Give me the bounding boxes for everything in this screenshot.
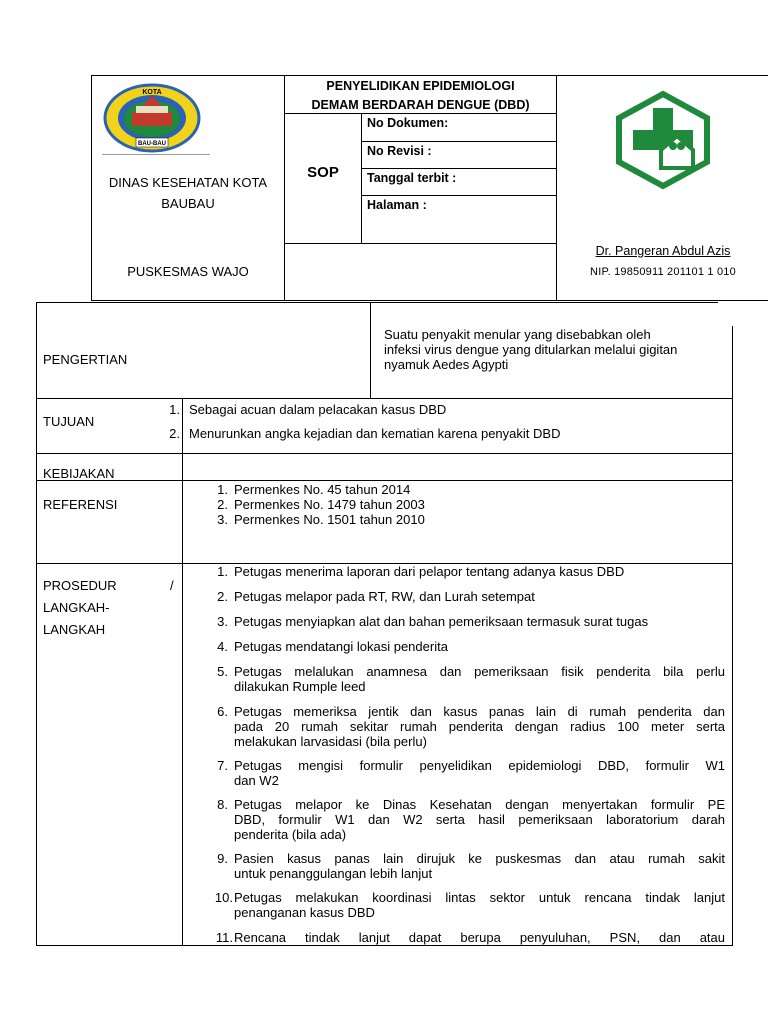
table-bottom-border: [36, 945, 733, 946]
table-right-border: [732, 326, 733, 945]
field-halaman: Halaman :: [362, 196, 557, 244]
prosedur-line: melakukan larvasidasi (bila perlu): [234, 734, 427, 749]
prosedur-line: untuk penanggulangan lebih lanjut: [234, 866, 433, 881]
referensi-number: 3.: [217, 512, 228, 527]
field-tanggal-terbit: Tanggal terbit :: [362, 169, 557, 196]
tujuan-number: 1.: [169, 402, 180, 417]
prosedur-item: [234, 614, 725, 629]
document-title: [285, 76, 556, 114]
prosedur-line: Petugas mendatangi lokasi penderita: [234, 639, 448, 654]
org-name-line1: DINAS KESEHATAN KOTA: [108, 175, 268, 190]
pengertian-line: Suatu penyakit menular yang disebabkan oleh: [384, 327, 651, 342]
row-divider-1: [36, 398, 733, 399]
label-prosedur-slash: /: [170, 578, 174, 593]
label-tujuan: TUJUAN: [43, 414, 95, 429]
prosedur-number: 2.: [217, 589, 228, 604]
prosedur-line: Pasien kasus panas lain dirujuk ke puskesmas dan atau rumah sakit: [234, 851, 725, 866]
prosedur-item: [234, 639, 725, 654]
prosedur-line: penanganan kasus DBD: [234, 905, 375, 920]
logo-top-text: KOTA: [142, 89, 162, 96]
field-no-dokumen: No Dokumen:: [362, 114, 557, 142]
row-divider-2: [36, 453, 733, 454]
prosedur-item: [234, 564, 725, 579]
referensi-number: 2.: [217, 497, 228, 512]
prosedur-number: 4.: [217, 639, 228, 654]
referensi-item: Permenkes No. 1479 tahun 2003: [234, 497, 425, 512]
prosedur-line: Petugas memeriksa jentik dan kasus panas lain di rumah penderita dan: [234, 704, 725, 719]
referensi-item: Permenkes No. 45 tahun 2014: [234, 482, 411, 497]
prosedur-item: [234, 797, 725, 842]
prosedur-item: [234, 664, 725, 694]
doctor-name: Dr. Pangeran Abdul Azis: [595, 244, 731, 258]
prosedur-line: Petugas menerima laporan dari pelapor tentang adanya kasus DBD: [234, 564, 625, 579]
prosedur-line: Petugas melapor pada RT, RW, dan Lurah setempat: [234, 589, 535, 604]
document-title-line2: DEMAM BERDARAH DENGUE (DBD): [311, 98, 530, 112]
prosedur-line: dan W2: [234, 773, 279, 788]
pengertian-line: nyamuk Aedes Agypti: [384, 357, 509, 372]
pengertian-divider: [370, 302, 371, 398]
prosedur-line: DBD, formulir W1 dan W2 serta hasil pemeriksaan laboratorium darah: [234, 812, 725, 827]
document-title-line1: PENYELIDIKAN EPIDEMIOLOGI: [326, 79, 515, 93]
field-no-revisi: No Revisi :: [362, 142, 557, 169]
prosedur-number: 8.: [217, 797, 228, 812]
prosedur-line: Petugas mengisi formulir penyelidikan epidemiologi DBD, formulir W1: [234, 758, 725, 773]
prosedur-line: Petugas melakukan koordinasi lintas sektor untuk rencana tindak lanjut: [234, 890, 725, 905]
label-langkah-2: LANGKAH: [43, 622, 106, 637]
prosedur-item: [234, 851, 725, 881]
label-kebijakan: KEBIJAKAN: [43, 466, 115, 481]
doctor-nip: NIP. 19850911 201101 1 010: [590, 266, 736, 278]
puskesmas-name: PUSKESMAS WAJO: [127, 264, 249, 279]
puskesmas-logo-icon: [613, 90, 713, 190]
logo-bottom-text: BAU-BAU: [138, 141, 166, 147]
label-prosedur: PROSEDUR: [43, 578, 117, 593]
org-name: [92, 172, 284, 214]
pengertian-line: infeksi virus dengue yang ditularkan melalui gigitan: [384, 342, 678, 357]
prosedur-item: [234, 589, 725, 604]
prosedur-line: pada 20 rumah sekitar rumah penderita dengan radius 100 meter serta: [234, 719, 725, 734]
prosedur-number: 9.: [217, 851, 228, 866]
header-org-cell: [92, 76, 285, 300]
document-header: [91, 75, 768, 301]
label-referensi: REFERENSI: [43, 497, 118, 512]
prosedur-number: 11.: [215, 930, 233, 945]
header-title-cell: [285, 76, 557, 300]
tujuan-item: Menurunkan angka kejadian dan kematian karena penyakit DBD: [189, 426, 561, 441]
prosedur-number: 7.: [217, 758, 228, 773]
prosedur-item: [234, 704, 725, 749]
referensi-item: Permenkes No. 1501 tahun 2010: [234, 512, 425, 527]
sop-label: SOP: [285, 114, 362, 244]
prosedur-line: Petugas menyiapkan alat dan bahan pemeriksaan termasuk surat tugas: [234, 614, 649, 629]
label-pengertian: PENGERTIAN: [43, 352, 128, 367]
label-langkah: LANGKAH-: [43, 600, 110, 615]
prosedur-line: Rencana tindak lanjut dapat berupa penyuluhan, PSN, dan atau: [234, 930, 725, 945]
prosedur-number: 5.: [217, 664, 228, 679]
header-signature-cell: [557, 76, 768, 300]
prosedur-line: penderita (bila ada): [234, 827, 347, 842]
prosedur-line: dilakukan Rumple leed: [234, 679, 366, 694]
kota-baubau-logo-icon: [102, 82, 202, 154]
prosedur-item: [234, 890, 725, 920]
tujuan-number: 2.: [169, 426, 180, 441]
prosedur-line: Petugas melapor ke Dinas Kesehatan dengan menyertakan formulir PE: [234, 797, 725, 812]
org-name-line2: BAUBAU: [161, 196, 215, 211]
logo-underline: [102, 154, 210, 155]
prosedur-number: 10.: [214, 890, 233, 905]
referensi-number: 1.: [217, 482, 228, 497]
prosedur-line: Petugas melalukan anamnesa dan pemeriksaan fisik penderita bila perlu: [234, 664, 725, 679]
prosedur-item: [234, 930, 725, 945]
prosedur-number: 1.: [217, 564, 228, 579]
table-top-border: [36, 302, 718, 303]
prosedur-number: 3.: [217, 614, 228, 629]
prosedur-number: 6.: [217, 704, 228, 719]
row-divider-3: [36, 480, 733, 481]
pengertian-text: [384, 327, 729, 372]
prosedur-item: [234, 758, 725, 788]
tujuan-item: Sebagai acuan dalam pelacakan kasus DBD: [189, 402, 447, 417]
